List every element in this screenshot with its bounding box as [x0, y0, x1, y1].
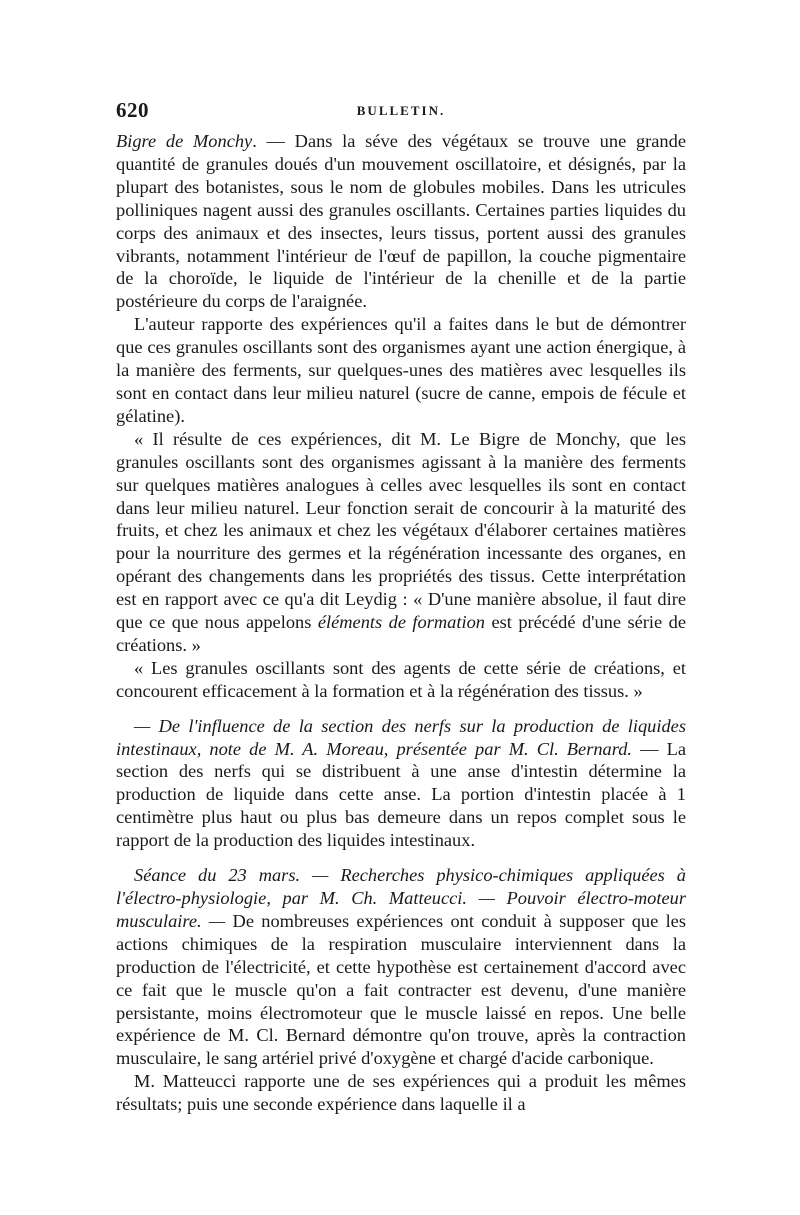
paragraph-quotation-end [116, 657, 686, 703]
author-lead: Bigre de Monchy [116, 131, 253, 151]
paragraph-text: est précédé d'une série de créations. » [116, 612, 686, 655]
paragraph-text: M. Matteucci rapporte une de ses expériences qui a produit les mêmes résultats; puis une seconde expérience dans laquelle il a [116, 1071, 686, 1115]
seance-title: Séance du 23 mars. — Recherches physico-chimiques appliquées à l'électro-physiologie, par M. Ch. Matteucci. — Pouvoir électro-moteur musculaire. — [116, 865, 686, 931]
paragraph-matteucci-experience [116, 1070, 686, 1116]
paragraph-moreau-note [116, 715, 686, 852]
paragraph-text: — La section des nerfs qui se distribuent à une anse d'intestin détermine la production de liquide dans cette anse. La portion d'intestin placée à 1 centimètre plus haut ou plus bas demeure dans un repos complet sous le rapport de la production des liquides intestinaux. [116, 738, 687, 851]
paragraph-matteucci-seance [116, 864, 686, 1070]
note-title: — De l'influence de la section des nerfs sur la production de liquides intestinaux, note de M. A. Moreau, présentée par M. Cl. Bernard. [116, 715, 686, 759]
paragraph-text: . — Dans la séve des végétaux se trouve une grande quantité de granules doués d'un mouvement oscillatoire, et désignés, par la plupart des botanistes, sous le nom de globules mobiles. Dans les utricules polliniques nagent aussi des granules oscillants. Certaines parties liquides du corps des animaux et des insectes, leurs tissus, portent aussi des granules vibrants, notamment l'intérieur de l'œuf de papillon, la couche pigmentaire de la choroïde, le liquide de l'intérieur de la chenille et de la partie postérieure du corps de l'araignée. [116, 131, 686, 312]
page-number: 620 [116, 98, 149, 122]
paragraph-experiences [116, 313, 686, 428]
paragraph-text: « Il résulte de ces expériences, dit M. Le Bigre de Monchy, que les granules oscillants sont des organismes agissant à la manière des ferments sur quelques matières analogues à celles avec lesquelles ils sont en contact dans leur milieu naturel. Leur fonction serait de concourir à la maturité des fruits, et chez les animaux et chez les végétaux d'élaborer certaines matières pour la nourriture des germes et la régénération incessante des organes, en opérant des changements dans les propriétés des tissus. Cette interprétation est en rapport avec ce qu'a dit Leydig : « D'une manière absolue, il faut dire que ce que nous appelons [116, 428, 686, 633]
italic-term: éléments de formation [317, 612, 485, 633]
page-header [116, 98, 686, 124]
paragraph-quotation [116, 428, 686, 657]
paragraph-bigre-de-monchy [116, 130, 686, 313]
paragraph-text: De nombreuses expériences ont conduit à supposer que les actions chimiques de la respiration musculaire interviennent dans la production de l'électricité, et cette hypothèse est certainement d'accord avec ce fait que le muscle qu'on a fait contracter est devenu, d'une manière persistante, moins électromoteur que le muscle laissé en repos. Une belle expérience de M. Cl. Bernard démontre qu'on trouve, après la contraction musculaire, le sang artériel privé d'oxygène et chargé d'acide carbonique. [116, 910, 686, 1069]
body-text [116, 130, 686, 1116]
running-title: BULLETIN. [356, 103, 446, 118]
paragraph-text: L'auteur rapporte des expériences qu'il a faites dans le but de démontrer que ces granules oscillants sont des organismes ayant une action énergique, à la manière des ferments, sur quelques-unes des matières avec lesquelles ils sont en contact dans leur milieu naturel (sucre de canne, empois de fécule et gélatine). [116, 314, 686, 426]
paragraph-text: « Les granules oscillants sont des agents de cette série de créations, et concourent efficacement à la formation et à la régénération des tissus. » [116, 657, 686, 701]
